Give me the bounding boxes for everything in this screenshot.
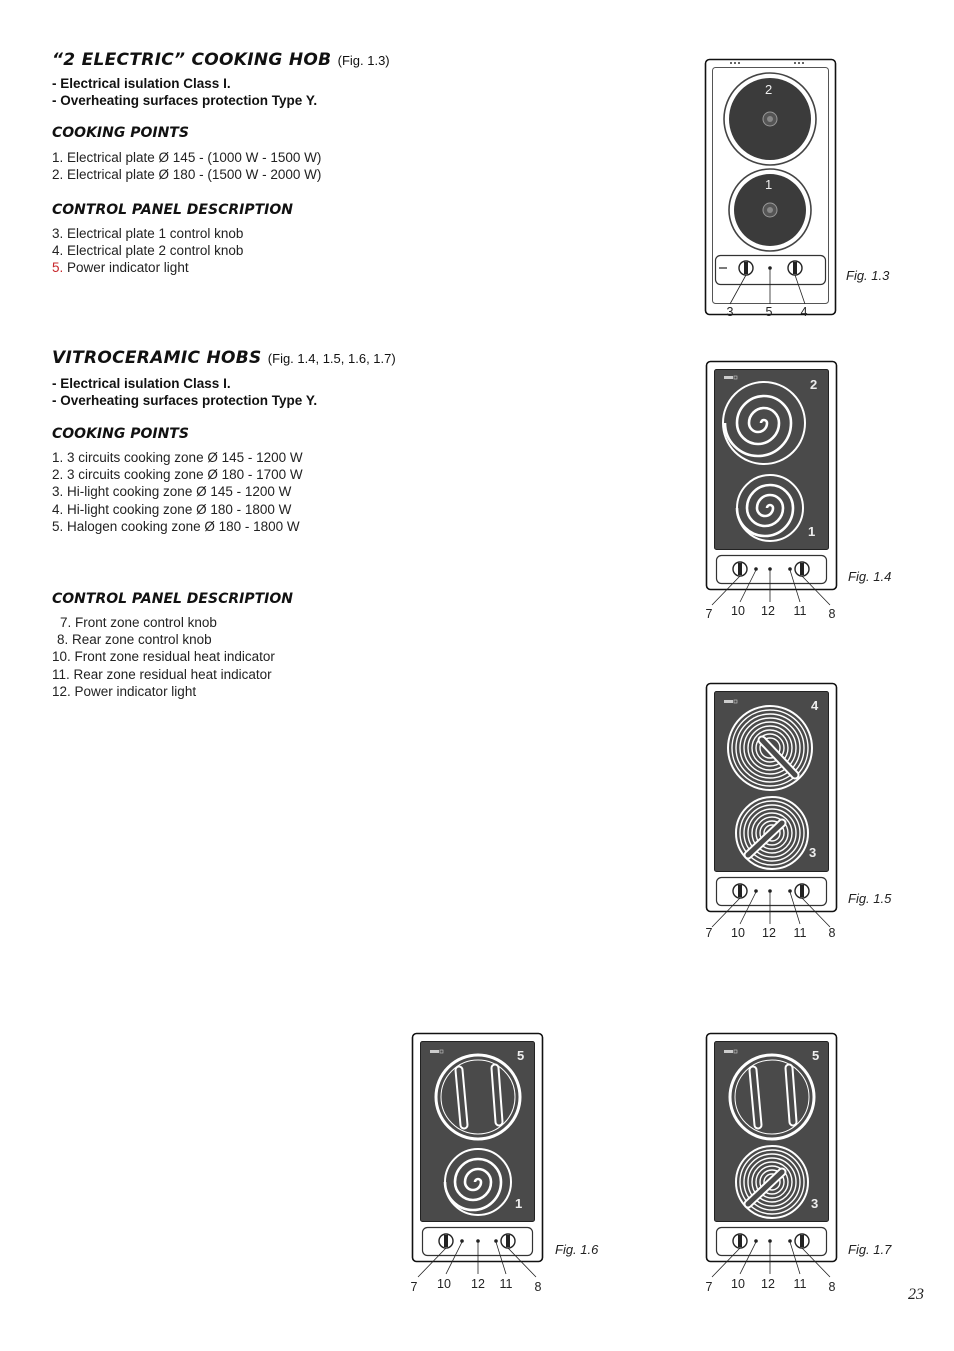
callout-number: 12 (471, 1277, 485, 1291)
list-item: 3. Hi-light cooking zone Ø 145 - 1200 W (52, 484, 292, 500)
vitro-title: VITROCERAMIC HOBS (52, 348, 262, 368)
list-item: 2. 3 circuits cooking zone Ø 180 - 1700 W (52, 467, 303, 483)
callout-number: 7 (705, 926, 713, 940)
fig-1-6-caption: Fig. 1.6 (555, 1242, 599, 1257)
callout-number: 11 (793, 604, 807, 618)
vitro-control-heading: CONTROL PANEL DESCRIPTION (52, 591, 293, 607)
callout-number: 12 (761, 604, 775, 618)
vitro-specs (52, 376, 317, 409)
callout-number: 12 (761, 1277, 775, 1291)
fig-1-4-zone-top-label: 2 (810, 377, 818, 392)
callout-number: 7 (705, 1280, 713, 1294)
fig-1-5-caption: Fig. 1.5 (848, 891, 892, 906)
callout-number: 10 (731, 604, 745, 618)
fig-1-7-vitro-hob-drawing (700, 1030, 840, 1280)
callout-number: 7 (410, 1280, 418, 1294)
fig-1-5-callouts (0, 926, 954, 944)
fig-1-5-zone-top-label: 4 (811, 698, 819, 713)
vitro-cooking-points-heading: COOKING POINTS (52, 426, 189, 442)
fig-1-6-vitro-hob-drawing (406, 1030, 546, 1280)
callout-number: 12 (762, 926, 776, 940)
callout-number: 11 (793, 926, 807, 940)
fig-1-6-zone-bottom-label: 1 (515, 1196, 523, 1211)
list-item: 4. Hi-light cooking zone Ø 180 - 1800 W (52, 501, 292, 517)
callout-number: 8 (828, 1280, 836, 1294)
fig-1-4-caption: Fig. 1.4 (848, 569, 892, 584)
fig-1-4-zone-bottom-label: 1 (808, 524, 816, 539)
list-item: 5. Halogen cooking zone Ø 180 - 1800 W (52, 518, 300, 534)
fig-1-7-zone-top-label: 5 (812, 1048, 820, 1063)
callout-number: 10 (731, 926, 745, 940)
list-item: 12. Power indicator light (52, 683, 197, 699)
fig-1-3-caption: Fig. 1.3 (846, 268, 890, 283)
list-item: 3. Electrical plate 1 control knob (52, 226, 244, 241)
electric-cooking-points-list (52, 149, 321, 183)
fig-1-7-caption: Fig. 1.7 (848, 1242, 892, 1257)
callout-number: 7 (705, 607, 713, 621)
highlighted-number: 5. (52, 260, 64, 276)
callout-number: 11 (793, 1277, 807, 1291)
electric-specs (52, 76, 317, 109)
callout-number: 8 (828, 607, 836, 621)
electric-control-list (52, 225, 243, 277)
list-item: 11. Rear zone residual heat indicator (52, 666, 272, 682)
list-item: 2. Electrical plate Ø 180 - (1500 W - 2000 W) (52, 167, 322, 183)
fig-1-4-vitro-hob-drawing (700, 358, 840, 608)
electric-spec-insulation: - Electrical isulation Class I. (52, 76, 231, 91)
vitro-section-title (52, 348, 396, 368)
fig-1-5-zone-bottom-label: 3 (809, 845, 817, 860)
list-item: 10. Front zone residual heat indicator (52, 649, 275, 665)
list-item (52, 259, 243, 276)
vitro-spec-overheat: - Overheating surfaces protection Type Y. (52, 392, 318, 408)
vitro-control-list (52, 614, 275, 700)
callout-number: 11 (499, 1277, 513, 1291)
electric-cooking-points-heading: COOKING POINTS (52, 125, 189, 141)
callout-number: 10 (731, 1277, 745, 1291)
list-item: 1. 3 circuits cooking zone Ø 145 - 1200 W (52, 450, 303, 465)
electric-fig-ref: (Fig. 1.3) (337, 53, 390, 68)
callout-number: 8 (828, 926, 836, 940)
electric-control-heading: CONTROL PANEL DESCRIPTION (52, 202, 293, 218)
list-item: 7. Front zone control knob (60, 615, 217, 630)
fig-1-6-zone-top-label: 5 (517, 1048, 525, 1063)
electric-spec-overheat: - Overheating surfaces protection Type Y. (52, 92, 318, 108)
list-item: 4. Electrical plate 2 control knob (52, 243, 244, 259)
fig-1-3-zone-bottom-label: 1 (765, 177, 773, 192)
vitro-spec-insulation: - Electrical isulation Class I. (52, 376, 231, 391)
page-number: 23 (908, 1286, 924, 1303)
list-item-text: Power indicator light (63, 260, 189, 276)
callout-number: 3 (726, 305, 734, 319)
callout-number: 10 (437, 1277, 451, 1291)
callout-number: 5 (765, 305, 773, 319)
electric-title: “2 ELECTRIC” COOKING HOB (52, 50, 332, 70)
fig-1-3-zone-top-label: 2 (765, 82, 773, 97)
list-item: 8. Rear zone control knob (57, 632, 212, 648)
fig-1-3-callouts (0, 305, 954, 323)
vitro-fig-ref: (Fig. 1.4, 1.5, 1.6, 1.7) (267, 351, 396, 366)
fig-1-4-callouts (0, 604, 954, 622)
fig-1-7-zone-bottom-label: 3 (811, 1196, 819, 1211)
fig-1-5-vitro-hob-drawing (700, 680, 840, 930)
list-item: 1. Electrical plate Ø 145 - (1000 W - 1500 W) (52, 150, 322, 165)
callout-number: 4 (800, 305, 808, 319)
vitro-cooking-points-list (52, 449, 303, 535)
callout-number: 8 (534, 1280, 542, 1294)
fig-1-7-callouts (0, 1277, 954, 1295)
electric-section-title (52, 50, 390, 70)
